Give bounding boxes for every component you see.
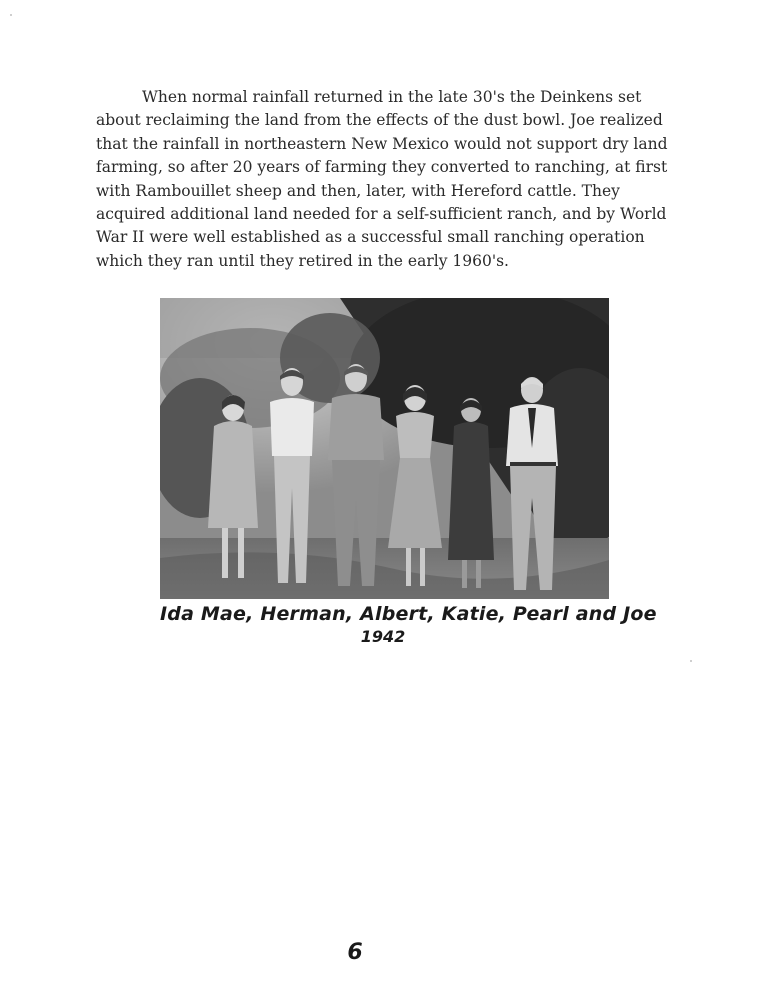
family-photograph-image	[160, 298, 609, 599]
caption-names: Ida Mae, Herman, Albert, Katie, Pearl and Joe	[160, 603, 657, 625]
caption-year: 1942	[360, 627, 406, 646]
body-paragraph: When normal rainfall returned in the late 30's the Deinkens set about reclaiming the land from the effects of the dust bowl. Joe realized that the rainfall in northeastern New Mexico would not support dry land farming, so after 20 years of farming they converted to ranching, at first with Rambouillet sheep and then, later, with Hereford cattle. They acquired additional land needed for a self-sufficient ranch, and by World War II were well established as a successful small ranching operation which they ran until they retired in the early 1960's.	[96, 88, 668, 270]
photo-caption	[160, 603, 657, 646]
family-photograph	[160, 298, 609, 599]
scan-speck	[10, 14, 12, 16]
scan-speck	[690, 660, 692, 662]
person-pearl	[448, 398, 494, 588]
page-number: 6	[347, 940, 363, 965]
